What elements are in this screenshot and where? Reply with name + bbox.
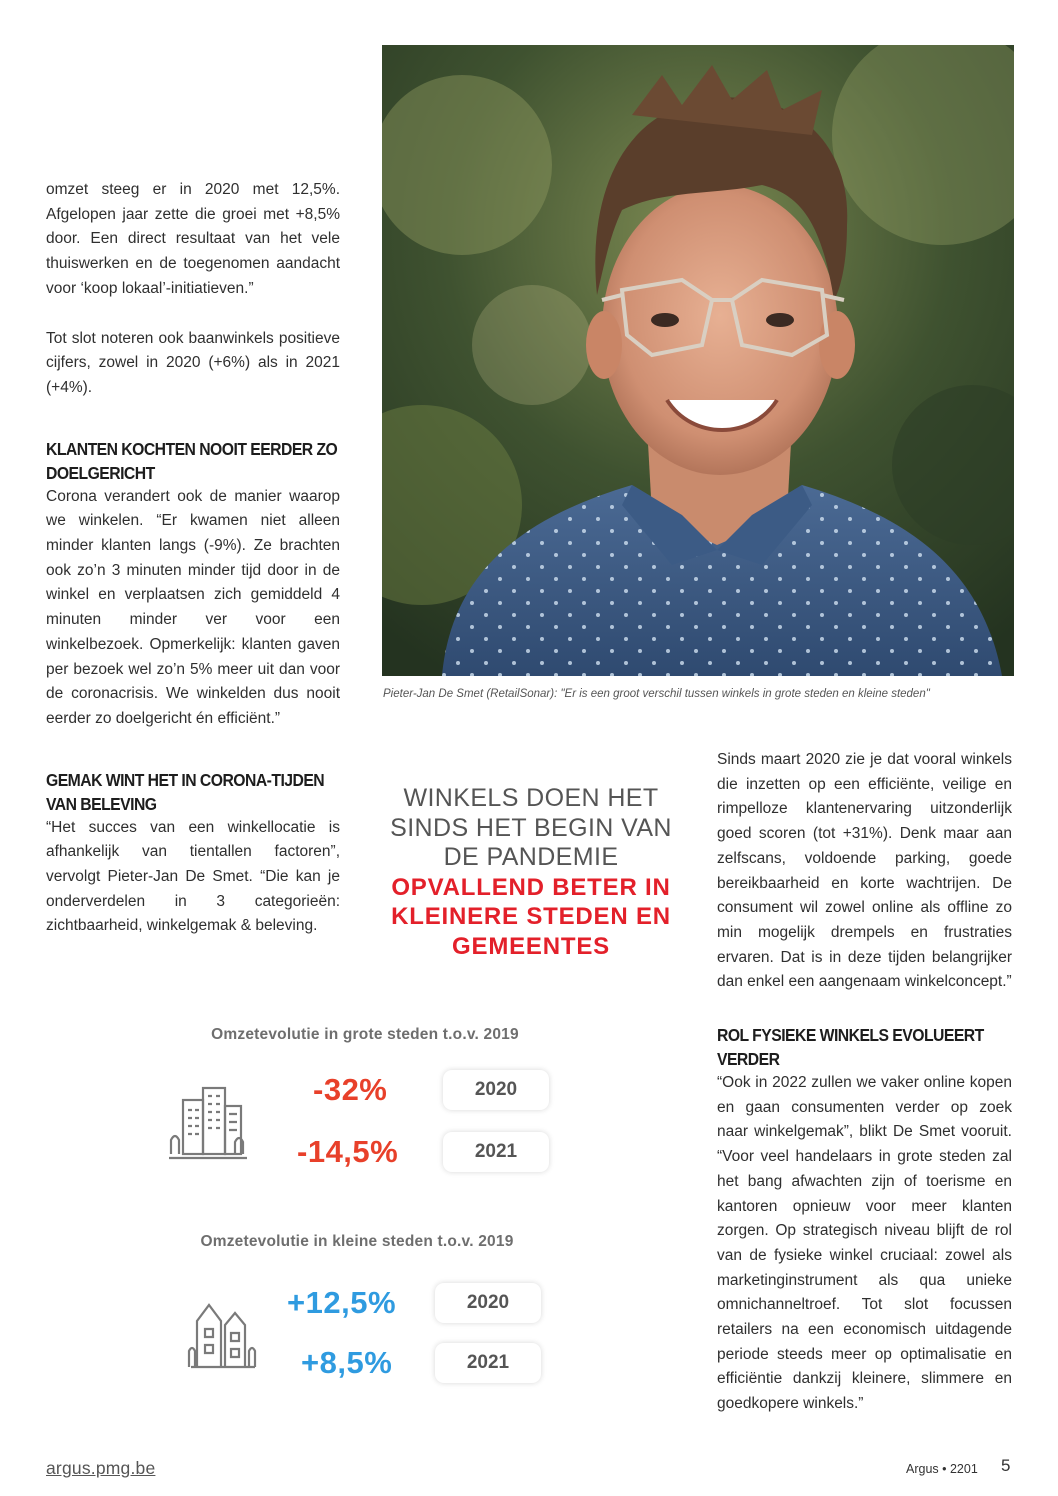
year-badge: 2021 xyxy=(443,1132,549,1172)
right-column xyxy=(717,748,1012,1417)
footer-issue: Argus • 2201 xyxy=(906,1462,978,1476)
body-paragraph: Sinds maart 2020 zie je dat vooral winkels die inzetten op een efficiënte, veilige en rimpelloze klantenervaring uitzonderlijk goed scoren (tot +31%). Denk maar aan zelfscans, voldoende parking, goede bereikbaarheid en korte wachtrijen. De consument wil zowel online als offline zo min mogelijk drempels en frustraties ervaren. Dat is in deze tijden belangrijker dan enkel een aangenaam winkelconcept.” xyxy=(717,751,1012,991)
stat-value: -14,5% xyxy=(297,1134,399,1169)
pull-quote xyxy=(384,784,678,961)
year-badge: 2021 xyxy=(435,1343,541,1383)
portrait-photo xyxy=(382,45,1014,676)
infographic-big-cities xyxy=(165,1026,565,1206)
pull-quote-red: OPVALLEND BETER IN KLEINERE STEDEN EN GEMEENTES xyxy=(391,873,671,960)
year-badge: 2020 xyxy=(435,1283,541,1323)
stat-value: +8,5% xyxy=(301,1345,393,1380)
infographic-title: Omzetevolutie in kleine steden t.o.v. 2019 xyxy=(200,1233,514,1250)
body-paragraph: “Het succes van een winkellocatie is afhankelijk van tientallen factoren”, vervolgt Pieter-Jan De Smet. “Die kan je onderverdelen in 3 categorieën: zichtbaarheid, winkelgemak & beleving. xyxy=(46,818,340,935)
section-heading: ROL FYSIEKE WINKELS EVOLUEERT VERDER xyxy=(717,1025,984,1070)
footer-website-link[interactable]: argus.pmg.be xyxy=(46,1458,156,1478)
year-badge: 2020 xyxy=(443,1070,549,1110)
city-buildings-icon xyxy=(165,1082,251,1162)
infographic-title: Omzetevolutie in grote steden t.o.v. 2019 xyxy=(211,1026,519,1043)
page-number: 5 xyxy=(1001,1456,1011,1475)
body-paragraph: Tot slot noteren ook baanwinkels positieve cijfers, zowel in 2020 (+6%) als in 2021 (+4%). xyxy=(46,329,340,396)
section-heading: GEMAK WINT HET IN CORONA-TIJDEN VAN BELEVING xyxy=(46,769,325,814)
body-paragraph: “Ook in 2022 zullen we vaker online kopen en gaan consumenten verder op zoek naar winkelgemak”, blikt De Smet vooruit. “Voor veel handelaars in grote steden zal het bang afwachten zijn of toerisme en kantoren opnieuw voor meer klanten zorgen. Op strategisch niveau blijft de rol van de fysieke winkel cruciaal: zowel als marketinginstrument als qua unieke omnichanneltroef. Tot slot focussen retailers na een economisch uitdagende periode steeds meer op optimalisatie en efficiëntie dankzij kleinere, slimmere en goedkopere winkels.” xyxy=(717,1074,1012,1413)
infographic-small-cities xyxy=(165,1233,565,1413)
body-paragraph: omzet steeg er in 2020 met 12,5%. Afgelopen jaar zette die groei met +8,5% door. Een direct resultaat van het vele thuiswerken en de toegenomen aandacht voor ‘koop lokaal’-initiatieven.” xyxy=(46,181,340,297)
stat-value: +12,5% xyxy=(287,1285,397,1320)
photo-caption: Pieter-Jan De Smet (RetailSonar): "Er is een groot verschil tussen winkels in grote steden en kleine steden" xyxy=(383,688,930,700)
section-heading: KLANTEN KOCHTEN NOOIT EERDER ZO DOELGERICHT xyxy=(46,438,338,483)
left-column xyxy=(46,178,340,939)
town-houses-icon xyxy=(187,1295,259,1371)
pull-quote-grey: WINKELS DOEN HET SINDS HET BEGIN VAN DE PANDEMIE xyxy=(390,784,672,871)
body-paragraph: Corona verandert ook de manier waarop we winkelen. “Er kwamen niet alleen minder klanten langs (-9%). Ze brachten ook zo’n 3 minuten minder tijd door in de winkel en verplaatsen zich gemiddeld 4 minuten minder ver voor een winkelbezoek. Opmerkelijk: klanten gaven per bezoek wel zo’n 5% meer uit dan voor de coronacrisis. We winkelden dus nooit eerder zo doelgericht én efficiënt.” xyxy=(46,487,340,727)
stat-value: -32% xyxy=(313,1072,388,1107)
